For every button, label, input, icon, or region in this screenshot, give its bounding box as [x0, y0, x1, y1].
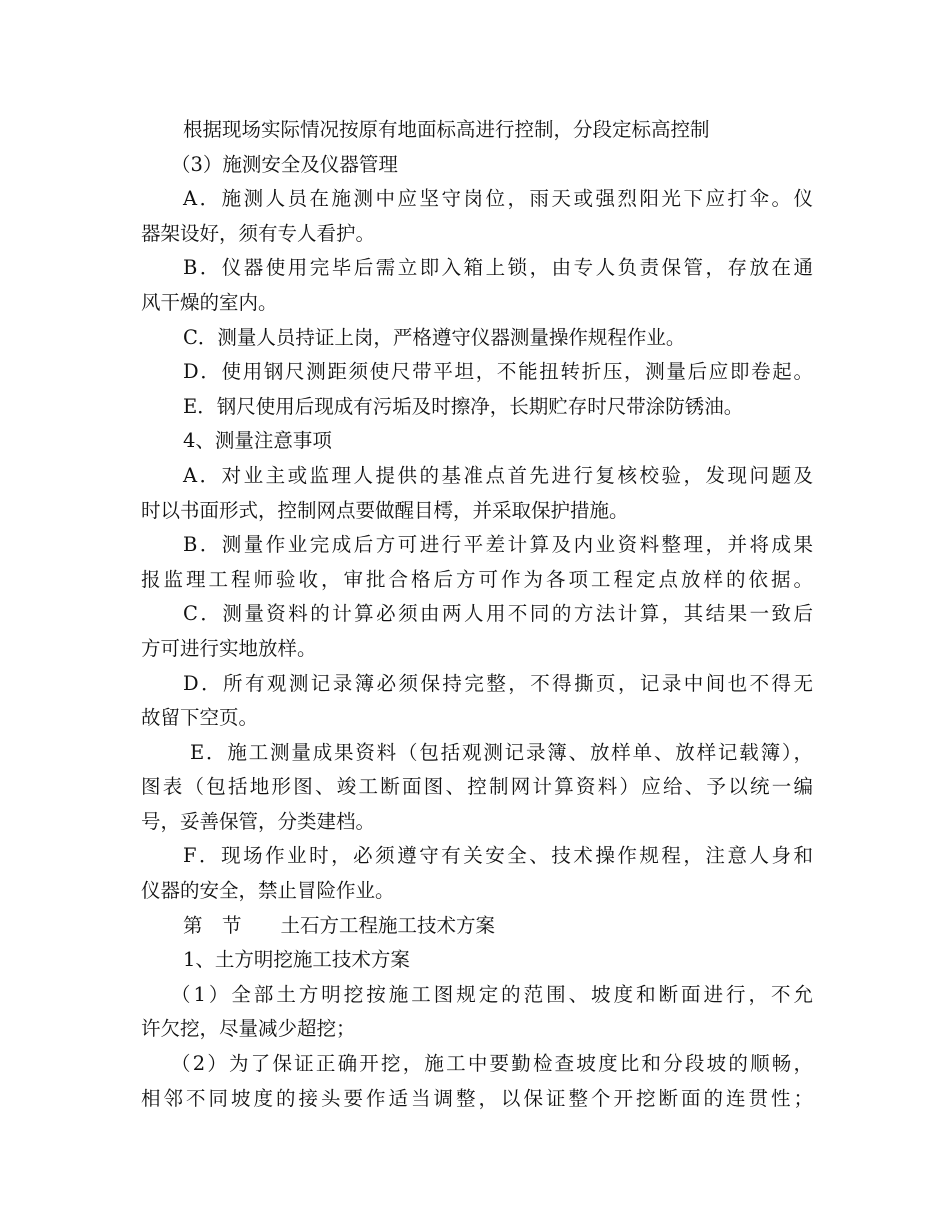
text-line: E．施工测量成果资料（包括观测记录簿、放样单、放样记载簿），	[190, 740, 813, 764]
text-line: （1）全部土方明挖按施工图规定的范围、坡度和断面进行，不允	[171, 982, 813, 1006]
text-line: 许欠挖，尽量减少超挖；	[141, 1017, 356, 1041]
text-line: 风干燥的室内。	[141, 290, 278, 314]
text-line: C．测量资料的计算必须由两人用不同的方法计算，其结果一致后	[183, 602, 813, 626]
text-line: 方可进行实地放样。	[141, 636, 317, 660]
section-heading: 1、土方明挖施工技术方案	[183, 948, 410, 972]
text-line: B．仪器使用完毕后需立即入箱上锁，由专人负责保管，存放在通	[183, 256, 813, 280]
text-line: A．对业主或监理人提供的基准点首先进行复核校验，发现问题及	[183, 463, 813, 487]
text-line: 器架设好，须有专人看护。	[141, 221, 376, 245]
text-line: 仪器的安全，禁止冒险作业。	[141, 879, 395, 903]
section-heading: 4、测量注意事项	[183, 429, 332, 453]
text-line: D．使用钢尺测距须使尺带平坦，不能扭转折压，测量后应即卷起。	[183, 360, 813, 384]
text-line: 根据现场实际情况按原有地面标高进行控制，分段定标高控制	[183, 118, 710, 141]
section-heading: （3）施测安全及仪器管理	[171, 152, 398, 176]
text-line: C．测量人员持证上岗，严格遵守仪器测量操作规程作业。	[183, 325, 686, 349]
body-text	[141, 113, 813, 1116]
text-line: 报监理工程师验收，审批合格后方可作为各项工程定点放样的依据。	[141, 567, 813, 591]
text-line: A．施测人员在施测中应坚守岗位，雨天或强烈阳光下应打伞。仪	[183, 187, 813, 211]
text-line: 故留下空页。	[141, 706, 259, 730]
text-line: 图表（包括地形图、竣工断面图、控制网计算资料）应给、予以统一编	[141, 775, 813, 799]
text-line: F．现场作业时，必须遵守有关安全、技术操作规程，注意人身和	[183, 844, 813, 868]
section-heading: 第 节 土石方工程施工技术方案	[183, 913, 496, 937]
text-line: 号，妥善保管，分类建档。	[141, 809, 376, 833]
text-line: （2）为了保证正确开挖，施工中要勤检查坡度比和分段坡的顺畅，	[171, 1052, 813, 1076]
text-line: 相邻不同坡度的接头要作适当调整，以保证整个开挖断面的连贯性；	[141, 1086, 813, 1110]
text-line: 时以书面形式，控制网点要做醒目樗，并采取保护措施。	[141, 498, 629, 522]
text-line: B．测量作业完成后方可进行平差计算及内业资料整理，并将成果	[183, 533, 813, 557]
text-line: D．所有观测记录簿必须保持完整，不得撕页，记录中间也不得无	[183, 671, 813, 695]
text-line: E．钢尺使用后现成有污垢及时擦净，长期贮存时尺带涂防锈油。	[183, 394, 744, 418]
